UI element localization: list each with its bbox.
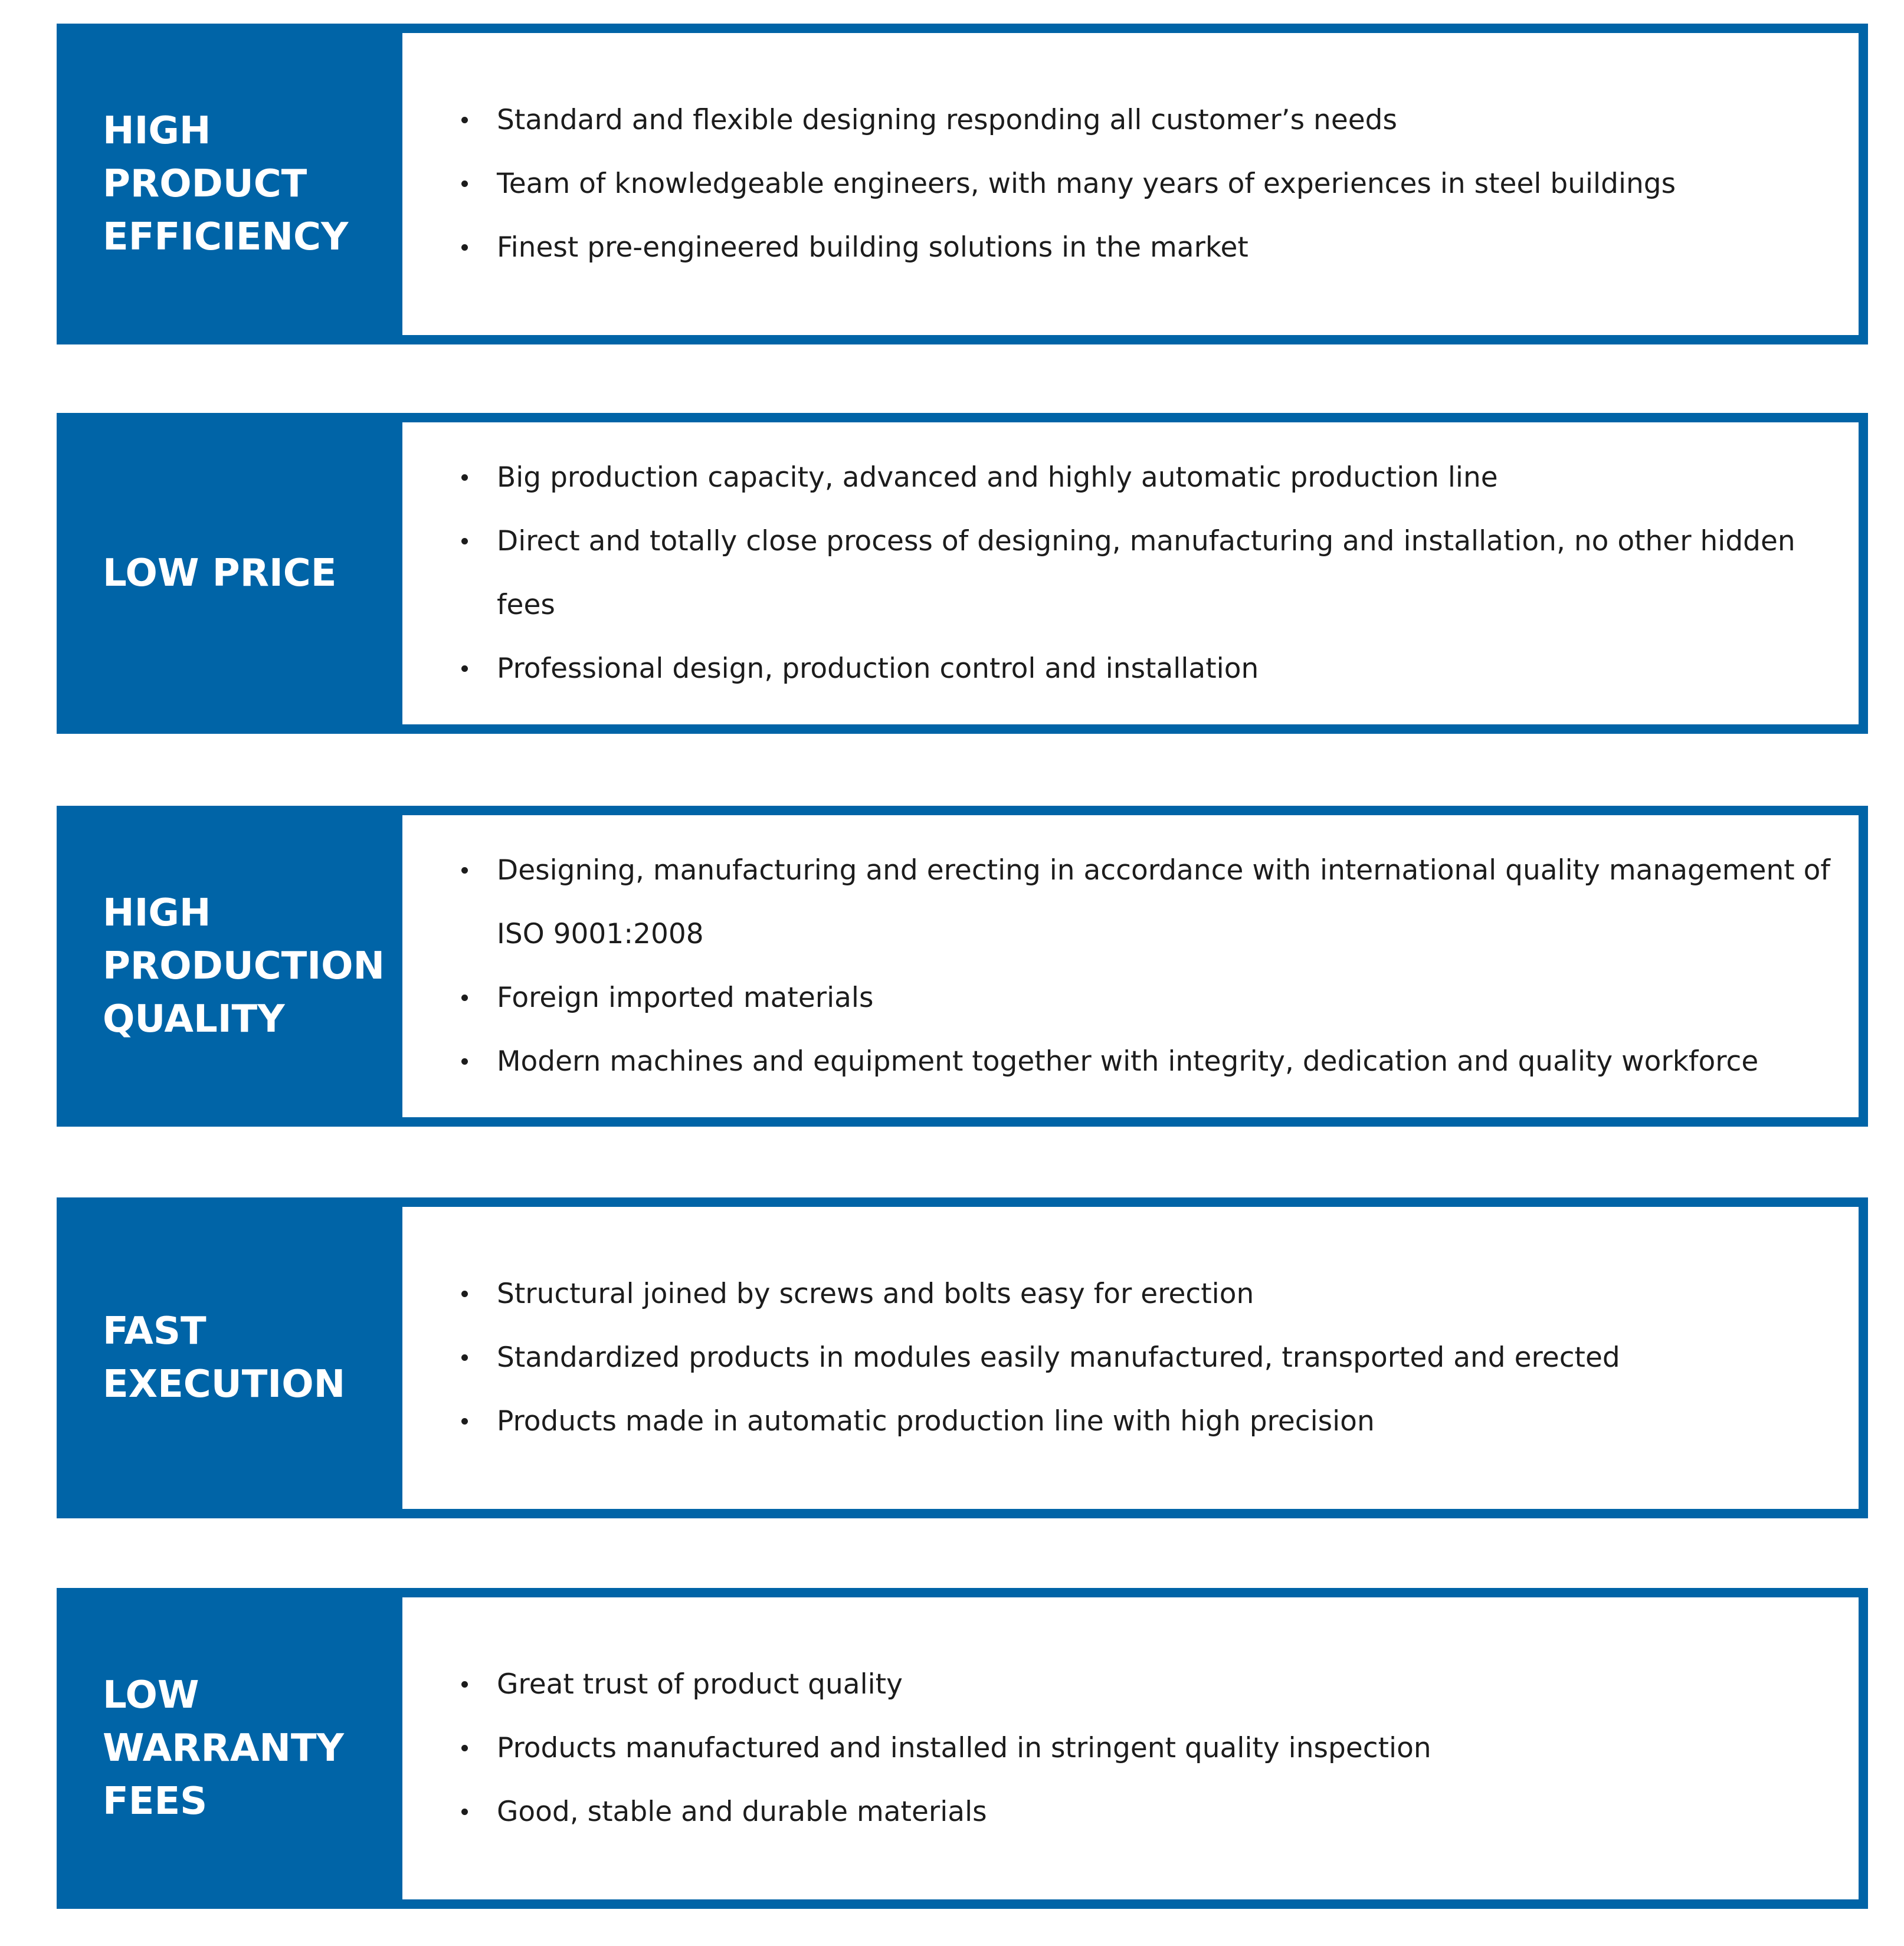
list-item: Designing, manufacturing and erecting in accordance with international quality management of ISO 9001:2008 [461,839,1835,966]
bullet-list [461,1653,1431,1844]
list-item: Modern machines and equipment together with integrity, dedication and quality workforce [461,1030,1835,1094]
panel-content [402,33,1859,335]
panel-low-warranty-fees [57,1588,1868,1909]
list-item: Direct and totally close process of designing, manufacturing and installation, no other hidden fees [461,510,1835,637]
bullet-list [461,839,1835,1094]
panel-low-price [57,413,1868,734]
list-item: Standardized products in modules easily manufactured, transported and erected [461,1326,1620,1390]
panel-title: LOW PRICE [103,552,337,595]
panel-content [402,815,1859,1117]
bullet-list [461,88,1676,280]
list-item: Big production capacity, advanced and highly automatic production line [461,446,1835,510]
panel-content [402,422,1859,724]
panel-content [402,1597,1859,1899]
list-item: Structural joined by screws and bolts easy for erection [461,1262,1620,1326]
list-item: Team of knowledgeable engineers, with many years of experiences in steel buildings [461,152,1676,216]
panel-title-box [66,33,402,335]
panel-fast-execution [57,1197,1868,1518]
panel-content [402,1207,1859,1509]
bullet-list [461,1262,1620,1453]
list-item: Foreign imported materials [461,966,1835,1030]
list-item: Products manufactured and installed in stringent quality inspection [461,1717,1431,1780]
panel-title-box [66,1597,402,1899]
panel-title: HIGH PRODUCT EFFICIENCY [103,109,349,259]
list-item: Finest pre-engineered building solutions in the market [461,216,1676,280]
panel-title: LOW WARRANTY FEES [103,1673,344,1823]
list-item: Products made in automatic production line with high precision [461,1390,1620,1453]
list-item: Good, stable and durable materials [461,1780,1431,1844]
list-item: Standard and flexible designing responding all customer’s needs [461,88,1676,152]
bullet-list [461,446,1835,701]
panel-title-box [66,1207,402,1509]
panel-high-product-efficiency [57,24,1868,344]
panel-title-box [66,422,402,724]
panel-high-production-quality [57,806,1868,1127]
panel-title-box [66,815,402,1117]
list-item: Professional design, production control and installation [461,637,1835,701]
panel-title: HIGH PRODUCTION QUALITY [103,891,385,1041]
panel-title: FAST EXECUTION [103,1310,346,1406]
list-item: Great trust of product quality [461,1653,1431,1717]
